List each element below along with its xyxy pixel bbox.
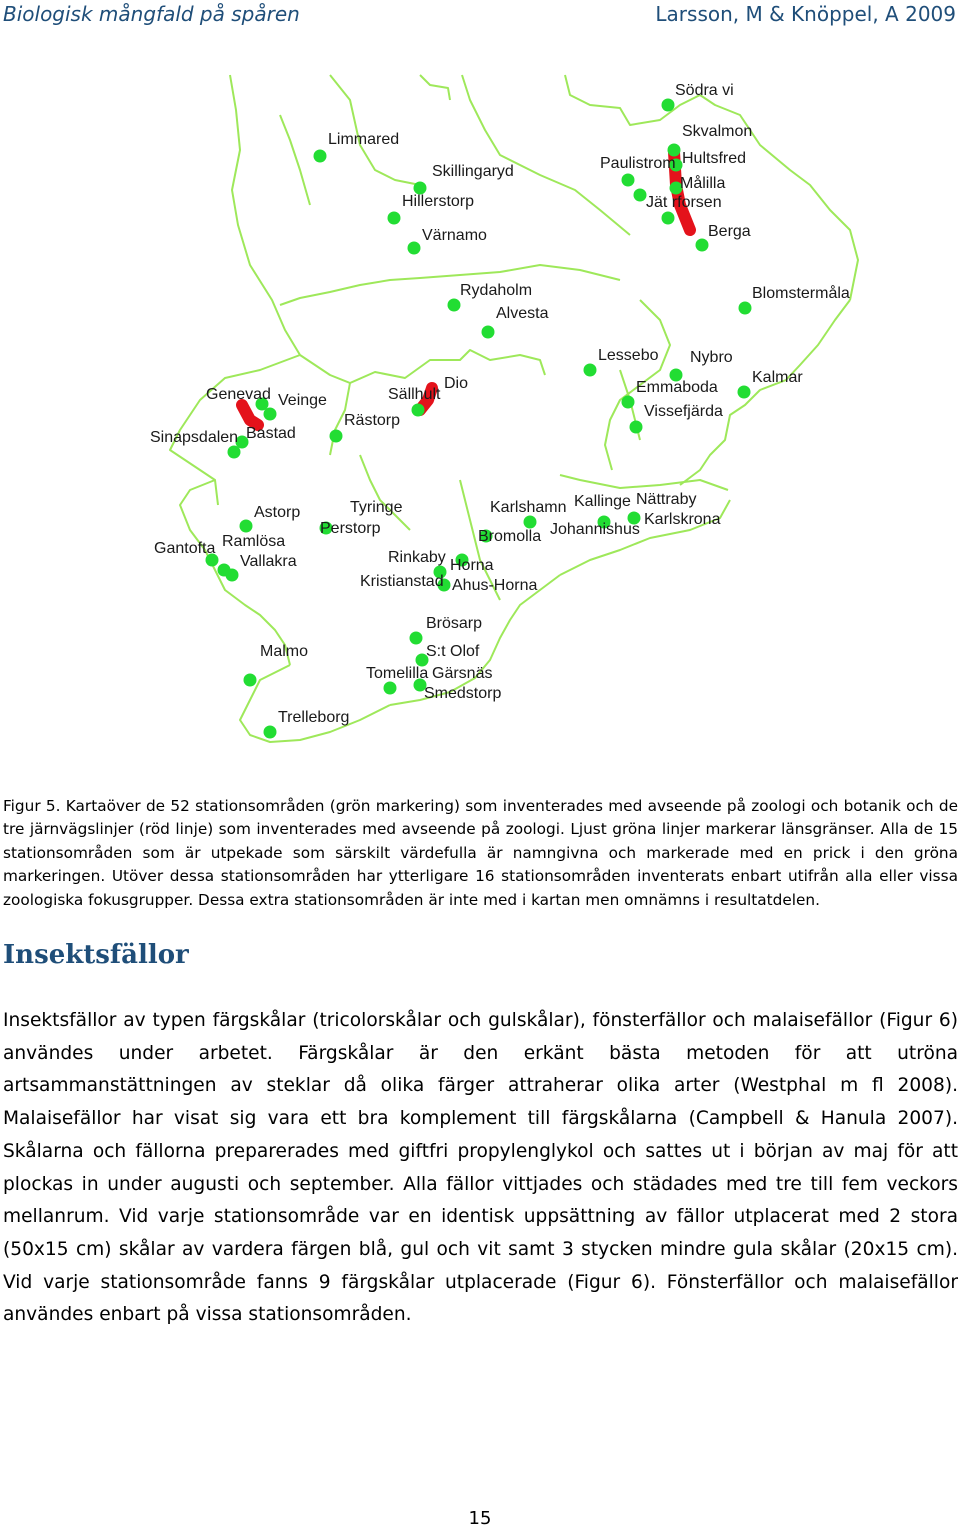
label-rinkaby: Rinkaby <box>388 549 446 566</box>
label-skillingaryd: Skillingaryd <box>432 163 514 180</box>
label-tyringe: Tyringe <box>350 499 403 516</box>
label-hillerstorp: Hillerstorp <box>402 193 475 210</box>
label-lessebo: Lessebo <box>598 347 659 364</box>
label-kallinge: Kallinge <box>574 493 631 510</box>
label-perstorp: Perstorp <box>320 520 381 537</box>
label-trelleborg: Trelleborg <box>278 709 350 726</box>
label-rastorp: Rästorp <box>344 412 401 429</box>
label-ahus-horna: Ahus-Horna <box>452 577 538 594</box>
label-paulistrom: Paulistrom <box>600 155 676 172</box>
label-astorp: Astorp <box>254 504 301 521</box>
figure-caption: Figur 5. Kartaöver de 52 stationsområden (grön markering) som inventerades med avseende på zoologi och botanik och de tre järnvägslinjer (röd linje) som inventerades med avseende på zoologi. Ljust gröna linjer markerar länsgränser. Alla de 15 stationsområden som är utpekade som särskilt värdefulla är namngivna och markerade med en prick i den gröna markeringen. Utöver dessa stationsområden har ytterligare 16 stationsområden inventerats enbart utifrån alla eller vissa zoologiska fokusgrupper. Dessa extra stationsområden är inte med i kartan men omnämns i resultatdelen. <box>3 797 958 909</box>
section-heading: Insektsfällor <box>3 940 189 970</box>
label-bromolla: Bromolla <box>478 528 542 545</box>
label-nattraby: Nättraby <box>636 491 697 508</box>
label-varnamo: Värnamo <box>422 227 487 244</box>
label-alvesta: Alvesta <box>496 305 549 322</box>
label-horna: Horna <box>450 557 494 574</box>
label-gantofta: Gantofta <box>154 540 216 557</box>
label-karlskrona: Karlskrona <box>644 511 721 528</box>
label-skvalmon: Skvalmon <box>682 123 753 140</box>
label-hultsfred: Hultsfred <box>682 150 747 167</box>
label-emmaboda: Emmaboda <box>636 379 718 396</box>
label-brosarp: Brösarp <box>426 615 483 632</box>
label-karlshamn: Karlshamn <box>490 499 567 516</box>
label-berga: Berga <box>708 223 751 240</box>
label-jattforsen: Jät rforsen <box>646 194 722 211</box>
label-malilla: Målilla <box>680 175 726 192</box>
label-veinge: Veinge <box>278 392 327 409</box>
label-st-olof: S:t Olof <box>426 643 480 660</box>
station-map <box>0 60 960 760</box>
label-kristianstad: Kristianstad <box>360 573 444 590</box>
page-number: 15 <box>468 1508 492 1529</box>
label-nybro: Nybro <box>690 349 733 366</box>
label-blomstermala: Blomstermåla <box>752 285 850 302</box>
label-limmared: Limmared <box>328 131 400 148</box>
label-malmo: Malmo <box>260 643 309 660</box>
label-sinapsdalen: Sinapsdalen <box>150 429 239 446</box>
label-johannishus: Johannishus <box>550 521 640 538</box>
label-sodra-vi: Södra vi <box>675 82 734 99</box>
label-tomelilla: Tomelilla <box>366 665 429 682</box>
label-smedstorp: Smedstorp <box>424 685 502 702</box>
label-sallhult: Sällhult <box>388 386 441 403</box>
running-header-authors: Larsson, M & Knöppel, A 2009 <box>655 2 956 26</box>
label-genevad: Genevad <box>206 386 271 403</box>
label-vissefjarda: Vissefjärda <box>644 403 723 420</box>
label-kalmar: Kalmar <box>752 369 803 386</box>
label-garsnas: Gärsnäs <box>432 665 493 682</box>
label-bastad: Bastad <box>246 425 296 442</box>
label-ramlosa: Ramlösa <box>222 533 286 550</box>
label-dio: Dio <box>444 375 469 392</box>
label-rydaholm: Rydaholm <box>460 282 533 299</box>
section-body: Insektsfällor av typen färgskålar (tricolorskålar och gulskålar), fönsterfällor och malaisefällor (Figur 6) användes under arbetet. Färgskålar är den erkänt bästa metoden för att utröna artsammanstättningen av steklar då olika färger attraherar olika arter (Westphal m fl 2008). Malaisefällor har visat sig vara ett bra komplement till färgskålarna (Campbell & Hanula 2007). Skålarna och fällorna preparerades med giftfri propylenglykol och sattes ut i början av maj för att plockas in under augusti och september. Alla fällor vittjades och städades med tre till fem veckors mellanrum. Vid varje stationsområde var en identisk uppsättning av fällor utplacerat med 2 stora (50x15 cm) skålar av vardera färgen blå, gul och vit samt 3 stycken mindre gula skålar (20x15 cm). Vid varje stationsområde fanns 9 färgskålar utplacerade (Figur 6). Fönsterfällor och malaisefällor användes enbart på vissa stationsområden. <box>3 1010 958 1326</box>
running-header-title: Biologisk mångfald på spåren <box>3 2 300 26</box>
label-vallakra: Vallakra <box>240 553 297 570</box>
